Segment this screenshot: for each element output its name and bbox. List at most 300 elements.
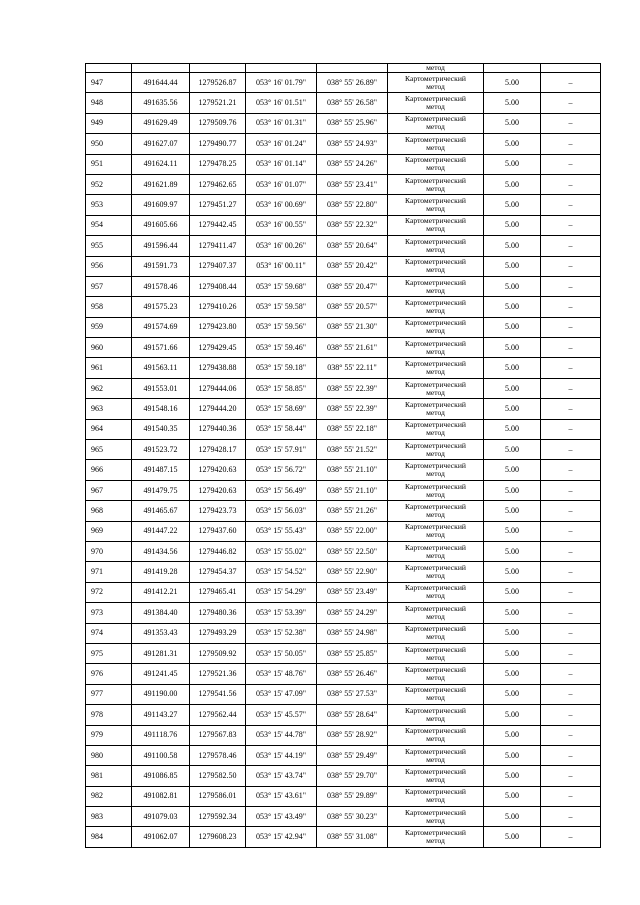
method-cell: [388, 236, 484, 256]
method-line1: Картометрический: [405, 94, 466, 104]
accuracy: 5.00: [484, 521, 541, 541]
accuracy: 5.00: [484, 113, 541, 133]
coord-y: 1279420.63: [190, 460, 246, 480]
latitude: 053° 15' 59.18": [246, 358, 317, 378]
accuracy: 5.00: [484, 256, 541, 276]
coord-x: 491353.43: [132, 623, 190, 643]
coord-x: 491548.16: [132, 399, 190, 419]
method-line2: метод: [426, 122, 445, 132]
table-row: [86, 643, 601, 663]
coord-y: 1279567.83: [190, 725, 246, 745]
accuracy: 5.00: [484, 399, 541, 419]
longitude: 038° 55' 20.64": [317, 236, 388, 256]
point-number: 983: [86, 807, 132, 827]
point-number: 976: [86, 664, 132, 684]
method-line1: Картометрический: [405, 461, 466, 471]
coord-y: 1279408.44: [190, 276, 246, 296]
coord-y: 1279429.45: [190, 338, 246, 358]
latitude: 053° 15' 52.38": [246, 623, 317, 643]
dash: –: [541, 501, 601, 521]
accuracy: 5.00: [484, 317, 541, 337]
latitude: 053° 15' 55.02": [246, 541, 317, 561]
table-row: [86, 623, 601, 643]
longitude: 038° 55' 22.32": [317, 215, 388, 235]
method-line1: Картометрический: [405, 236, 466, 246]
longitude: 038° 55' 22.39": [317, 399, 388, 419]
table-row: [86, 460, 601, 480]
method-line1: Картометрический: [405, 665, 466, 675]
accuracy: 5.00: [484, 154, 541, 174]
cell-empty: [246, 64, 317, 73]
longitude: 038° 55' 21.52": [317, 440, 388, 460]
longitude: 038° 55' 22.00": [317, 521, 388, 541]
accuracy: 5.00: [484, 93, 541, 113]
method-line2: метод: [426, 611, 445, 621]
table-row: [86, 440, 601, 460]
latitude: 053° 15' 56.03": [246, 501, 317, 521]
latitude: 053° 15' 56.72": [246, 460, 317, 480]
point-number: 953: [86, 195, 132, 215]
dash: –: [541, 256, 601, 276]
coord-y: 1279493.29: [190, 623, 246, 643]
method-line1: Картометрический: [405, 644, 466, 654]
coord-y: 1279521.21: [190, 93, 246, 113]
coord-y: 1279407.37: [190, 256, 246, 276]
table-row: [86, 582, 601, 602]
point-number: 971: [86, 562, 132, 582]
accuracy: 5.00: [484, 276, 541, 296]
point-number: 950: [86, 134, 132, 154]
accuracy: 5.00: [484, 562, 541, 582]
method-line2: метод: [426, 285, 445, 295]
latitude: 053° 15' 56.49": [246, 480, 317, 500]
coord-y: 1279509.76: [190, 113, 246, 133]
method-line2: метод: [426, 571, 445, 581]
longitude: 038° 55' 21.10": [317, 460, 388, 480]
latitude: 053° 15' 42.94": [246, 827, 317, 847]
dash: –: [541, 195, 601, 215]
method-line1: Картометрический: [405, 603, 466, 613]
coord-x: 491479.75: [132, 480, 190, 500]
latitude: 053° 16' 00.26": [246, 236, 317, 256]
method-cell: [388, 603, 484, 623]
accuracy: 5.00: [484, 827, 541, 847]
method-line2: метод: [426, 469, 445, 479]
coord-x: 491487.15: [132, 460, 190, 480]
accuracy: 5.00: [484, 541, 541, 561]
method-line2: метод: [426, 204, 445, 214]
dash: –: [541, 215, 601, 235]
table-row: [86, 603, 601, 623]
method-line1: Картометрический: [405, 624, 466, 634]
method-line2: метод: [426, 591, 445, 601]
coord-x: 491419.28: [132, 562, 190, 582]
coord-y: 1279462.65: [190, 174, 246, 194]
longitude: 038° 55' 29.70": [317, 766, 388, 786]
accuracy: 5.00: [484, 419, 541, 439]
method-line2: метод: [426, 693, 445, 703]
coord-x: 491241.45: [132, 664, 190, 684]
longitude: 038° 55' 24.98": [317, 623, 388, 643]
method-line2: метод: [426, 489, 445, 499]
coord-x: 491281.31: [132, 643, 190, 663]
method-cell: [388, 521, 484, 541]
coord-y: 1279411.47: [190, 236, 246, 256]
method-cell: [388, 582, 484, 602]
longitude: 038° 55' 21.30": [317, 317, 388, 337]
table-row: [86, 684, 601, 704]
method-line2: метод: [426, 265, 445, 275]
dash: –: [541, 480, 601, 500]
accuracy: 5.00: [484, 297, 541, 317]
accuracy: 5.00: [484, 215, 541, 235]
coord-y: 1279420.63: [190, 480, 246, 500]
coord-y: 1279438.88: [190, 358, 246, 378]
method-cell: [388, 317, 484, 337]
latitude: 053° 15' 43.74": [246, 766, 317, 786]
point-number: 982: [86, 786, 132, 806]
table-row: [86, 501, 601, 521]
coord-x: 491605.66: [132, 215, 190, 235]
longitude: 038° 55' 22.80": [317, 195, 388, 215]
longitude: 038° 55' 31.08": [317, 827, 388, 847]
method-line2: метод: [426, 367, 445, 377]
coord-y: 1279526.87: [190, 73, 246, 93]
dash: –: [541, 807, 601, 827]
table-row: [86, 521, 601, 541]
method-line2: метод: [426, 163, 445, 173]
coord-x: 491609.97: [132, 195, 190, 215]
method-line1: Картометрический: [405, 542, 466, 552]
longitude: 038° 55' 28.92": [317, 725, 388, 745]
method-line1: Картометрический: [405, 726, 466, 736]
method-line2: метод: [426, 102, 445, 112]
cell-empty: [484, 64, 541, 73]
method-cell: [388, 807, 484, 827]
longitude: 038° 55' 24.26": [317, 154, 388, 174]
method-line2: метод: [426, 448, 445, 458]
accuracy: 5.00: [484, 582, 541, 602]
latitude: 053° 15' 58.69": [246, 399, 317, 419]
method-cell: [388, 358, 484, 378]
method-line2: метод: [426, 305, 445, 315]
coord-y: 1279509.92: [190, 643, 246, 663]
coord-y: 1279444.20: [190, 399, 246, 419]
point-number: 947: [86, 73, 132, 93]
table-body: [86, 64, 601, 848]
method-cell: [388, 664, 484, 684]
table-row: [86, 93, 601, 113]
coord-x: 491412.21: [132, 582, 190, 602]
accuracy: 5.00: [484, 440, 541, 460]
latitude: 053° 16' 01.24": [246, 134, 317, 154]
longitude: 038° 55' 22.50": [317, 541, 388, 561]
dash: –: [541, 419, 601, 439]
dash: –: [541, 73, 601, 93]
dash: –: [541, 643, 601, 663]
coord-x: 491465.67: [132, 501, 190, 521]
method-cell: [388, 215, 484, 235]
latitude: 053° 15' 54.52": [246, 562, 317, 582]
longitude: 038° 55' 22.90": [317, 562, 388, 582]
table-row: [86, 399, 601, 419]
point-number: 979: [86, 725, 132, 745]
table-row: [86, 827, 601, 847]
method-line1: Картометрический: [405, 787, 466, 797]
point-number: 978: [86, 705, 132, 725]
method-line2: метод: [426, 530, 445, 540]
table-row: [86, 786, 601, 806]
point-number: 960: [86, 338, 132, 358]
coord-x: 491100.58: [132, 745, 190, 765]
latitude: 053° 16' 01.51": [246, 93, 317, 113]
coord-x: 491143.27: [132, 705, 190, 725]
method-cell: [388, 766, 484, 786]
coord-x: 491578.46: [132, 276, 190, 296]
method-line1: Картометрический: [405, 175, 466, 185]
coord-y: 1279428.17: [190, 440, 246, 460]
coord-x: 491190.00: [132, 684, 190, 704]
coord-x: 491629.49: [132, 113, 190, 133]
point-number: 964: [86, 419, 132, 439]
latitude: 053° 15' 43.61": [246, 786, 317, 806]
longitude: 038° 55' 29.49": [317, 745, 388, 765]
method-cell-tail: метод: [388, 64, 484, 73]
method-cell: [388, 174, 484, 194]
dash: –: [541, 134, 601, 154]
longitude: 038° 55' 20.57": [317, 297, 388, 317]
latitude: 053° 15' 59.56": [246, 317, 317, 337]
dash: –: [541, 786, 601, 806]
latitude: 053° 16' 00.11": [246, 256, 317, 276]
dash: –: [541, 236, 601, 256]
latitude: 053° 15' 44.78": [246, 725, 317, 745]
coord-y: 1279442.45: [190, 215, 246, 235]
dash: –: [541, 684, 601, 704]
table-row: [86, 215, 601, 235]
coord-y: 1279562.44: [190, 705, 246, 725]
point-number: 967: [86, 480, 132, 500]
point-number: 973: [86, 603, 132, 623]
method-cell: [388, 276, 484, 296]
method-cell: [388, 297, 484, 317]
coord-y: 1279582.50: [190, 766, 246, 786]
method-cell: [388, 378, 484, 398]
dash: –: [541, 623, 601, 643]
table-row: [86, 358, 601, 378]
dash: –: [541, 154, 601, 174]
latitude: 053° 16' 01.31": [246, 113, 317, 133]
method-cell: [388, 338, 484, 358]
dash: –: [541, 440, 601, 460]
dash: –: [541, 460, 601, 480]
coord-y: 1279440.36: [190, 419, 246, 439]
table-row: [86, 745, 601, 765]
coord-x: 491447.22: [132, 521, 190, 541]
method-line1: Картометрический: [405, 379, 466, 389]
coord-x: 491082.81: [132, 786, 190, 806]
coord-x: 491384.40: [132, 603, 190, 623]
coord-x: 491596.44: [132, 236, 190, 256]
method-line1: Картометрический: [405, 257, 466, 267]
coord-x: 491635.56: [132, 93, 190, 113]
table-row: [86, 766, 601, 786]
latitude: 053° 16' 01.14": [246, 154, 317, 174]
method-line1: Картометрический: [405, 399, 466, 409]
cell-empty: [86, 64, 132, 73]
coord-x: 491118.76: [132, 725, 190, 745]
table-row: [86, 174, 601, 194]
cell-empty: [317, 64, 388, 73]
method-line1: Картометрический: [405, 440, 466, 450]
method-line1: Картометрический: [405, 501, 466, 511]
method-line2: метод: [426, 836, 445, 846]
method-line1: Картометрический: [405, 155, 466, 165]
dash: –: [541, 603, 601, 623]
point-number: 969: [86, 521, 132, 541]
point-number: 951: [86, 154, 132, 174]
method-line1: Картометрический: [405, 705, 466, 715]
coord-y: 1279454.37: [190, 562, 246, 582]
cell-empty: [190, 64, 246, 73]
dash: –: [541, 297, 601, 317]
accuracy: 5.00: [484, 705, 541, 725]
table-row: [86, 807, 601, 827]
coord-x: 491434.56: [132, 541, 190, 561]
latitude: 053° 16' 00.69": [246, 195, 317, 215]
coord-x: 491621.89: [132, 174, 190, 194]
latitude: 053° 15' 59.46": [246, 338, 317, 358]
longitude: 038° 55' 20.47": [317, 276, 388, 296]
method-line2: метод: [426, 326, 445, 336]
accuracy: 5.00: [484, 623, 541, 643]
table-row: [86, 113, 601, 133]
method-line1: Картометрический: [405, 766, 466, 776]
point-number: 980: [86, 745, 132, 765]
dash: –: [541, 358, 601, 378]
latitude: 053° 15' 45.57": [246, 705, 317, 725]
longitude: 038° 55' 24.93": [317, 134, 388, 154]
longitude: 038° 55' 26.89": [317, 73, 388, 93]
method-line1: Картометрический: [405, 216, 466, 226]
method-cell: [388, 623, 484, 643]
method-line2: метод: [426, 652, 445, 662]
coord-x: 491575.23: [132, 297, 190, 317]
point-number: 958: [86, 297, 132, 317]
method-line2: метод: [426, 795, 445, 805]
dash: –: [541, 766, 601, 786]
dash: –: [541, 562, 601, 582]
method-line1: Картометрический: [405, 318, 466, 328]
dash: –: [541, 521, 601, 541]
coord-y: 1279578.46: [190, 745, 246, 765]
latitude: 053° 15' 59.68": [246, 276, 317, 296]
method-cell: [388, 419, 484, 439]
longitude: 038° 55' 26.58": [317, 93, 388, 113]
method-cell: [388, 725, 484, 745]
coord-x: 491624.11: [132, 154, 190, 174]
method-line2: метод: [426, 244, 445, 254]
table-row: [86, 562, 601, 582]
point-number: 956: [86, 256, 132, 276]
coord-y: 1279490.77: [190, 134, 246, 154]
method-cell: [388, 399, 484, 419]
method-line2: метод: [426, 550, 445, 560]
table-row: [86, 541, 601, 561]
point-number: 954: [86, 215, 132, 235]
accuracy: 5.00: [484, 236, 541, 256]
method-cell: [388, 195, 484, 215]
table-row: [86, 664, 601, 684]
coord-x: 491591.73: [132, 256, 190, 276]
dash: –: [541, 317, 601, 337]
longitude: 038° 55' 29.89": [317, 786, 388, 806]
table-row: [86, 154, 601, 174]
dash: –: [541, 338, 601, 358]
method-cell: [388, 460, 484, 480]
coord-y: 1279437.60: [190, 521, 246, 541]
method-cell: [388, 562, 484, 582]
method-cell: [388, 745, 484, 765]
dash: –: [541, 276, 601, 296]
longitude: 038° 55' 26.46": [317, 664, 388, 684]
method-cell: [388, 134, 484, 154]
method-line1: Картометрический: [405, 563, 466, 573]
cell-empty: [132, 64, 190, 73]
point-number: 977: [86, 684, 132, 704]
accuracy: 5.00: [484, 725, 541, 745]
table-row: [86, 705, 601, 725]
dash: –: [541, 664, 601, 684]
accuracy: 5.00: [484, 664, 541, 684]
method-line1: Картометрический: [405, 297, 466, 307]
method-line2: метод: [426, 754, 445, 764]
table-row: [86, 73, 601, 93]
dash: –: [541, 93, 601, 113]
accuracy: 5.00: [484, 807, 541, 827]
method-line2: метод: [426, 774, 445, 784]
coord-y: 1279541.56: [190, 684, 246, 704]
accuracy: 5.00: [484, 786, 541, 806]
method-line2: метод: [426, 509, 445, 519]
coord-x: 491523.72: [132, 440, 190, 460]
table-row: [86, 378, 601, 398]
table-row: [86, 419, 601, 439]
method-cell: [388, 684, 484, 704]
point-number: 965: [86, 440, 132, 460]
method-line1: Картометрический: [405, 583, 466, 593]
latitude: 053° 16' 01.79": [246, 73, 317, 93]
method-line1: Картометрический: [405, 420, 466, 430]
coord-x: 491553.01: [132, 378, 190, 398]
coord-x: 491574.69: [132, 317, 190, 337]
dash: –: [541, 705, 601, 725]
point-number: 972: [86, 582, 132, 602]
longitude: 038° 55' 20.42": [317, 256, 388, 276]
point-number: 975: [86, 643, 132, 663]
method-line2: метод: [426, 142, 445, 152]
longitude: 038° 55' 22.39": [317, 378, 388, 398]
coord-x: 491563.11: [132, 358, 190, 378]
method-line2: метод: [426, 183, 445, 193]
method-line1: Картометрический: [405, 522, 466, 532]
table-row: [86, 195, 601, 215]
method-line2: метод: [426, 673, 445, 683]
method-line2: метод: [426, 428, 445, 438]
latitude: 053° 15' 50.05": [246, 643, 317, 663]
point-number: 955: [86, 236, 132, 256]
method-line2: метод: [426, 81, 445, 91]
